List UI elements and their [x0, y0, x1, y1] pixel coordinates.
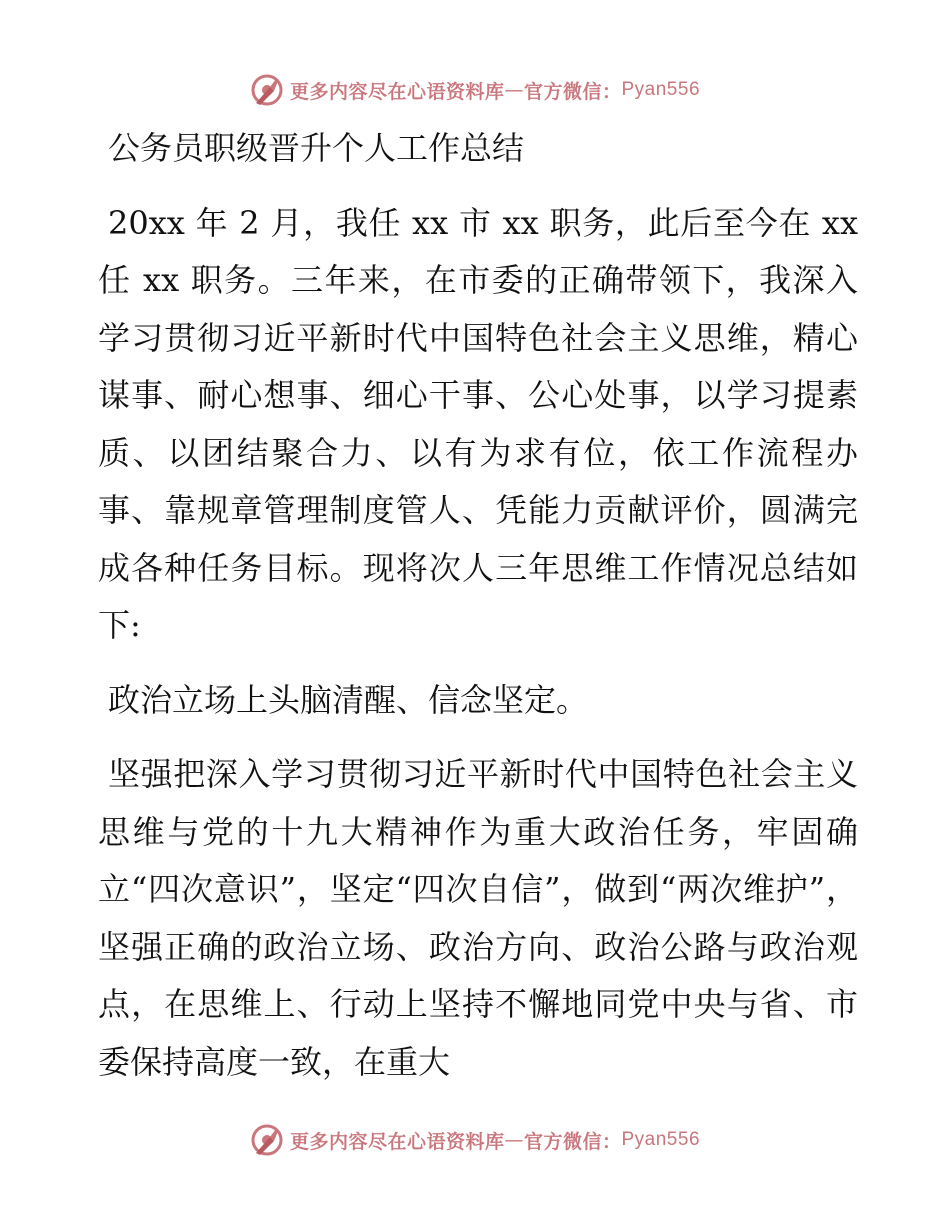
- watermark-banner-bottom: [0, 1120, 950, 1160]
- watermark-dash: —: [504, 79, 524, 101]
- document-body: [98, 120, 858, 1091]
- pen-circle-logo-icon: [250, 73, 284, 107]
- watermark-wechat-label: 官方微信：: [523, 1130, 622, 1153]
- section-heading: 政治立场上头脑清醒、信念坚定。: [108, 680, 589, 719]
- paragraph-political: 坚强把深入学习贯彻习近平新时代中国特色社会主义思维与党的十九大精神作为重大政治任务，牢固确立“四次意识”，坚定“四次自信”，做到“两次维护”，坚强正确的政治立场、政治方向、政治公路与政治观点，在思维上、行动上坚持不懈地同党中央与省、市委保持高度一致，在重大: [98, 755, 858, 1081]
- watermark-wechat-id: Pyan556: [621, 79, 701, 100]
- watermark-dash: —: [504, 1129, 524, 1151]
- watermark-main-text: 更多内容尽在心语资料库: [289, 80, 505, 103]
- document-title: 公务员职级晋升个人工作总结: [108, 129, 525, 167]
- paragraph-intro: 20xx 年 2 月，我任 xx 市 xx 职务，此后至今在 xx 任 xx 职务。三年来，在市委的正确带领下，我深入学习贯彻习近平新时代中国特色社会主义思维，精心谋事、耐心想事、细心干事、公心处事，以学习提素质、以团结聚合力、以有为求有位，依工作流程办事、靠规章管理制度管人、凭能力贡献评价，圆满完成各种任务目标。现将次人三年思维工作情况总结如下:: [98, 203, 858, 644]
- watermark-wechat-id: Pyan556: [621, 1129, 701, 1150]
- watermark-wechat-label: 官方微信：: [523, 80, 622, 103]
- watermark-main-text: 更多内容尽在心语资料库: [289, 1130, 505, 1153]
- pen-circle-logo-icon: [250, 1123, 284, 1157]
- watermark-banner-top: [0, 70, 950, 110]
